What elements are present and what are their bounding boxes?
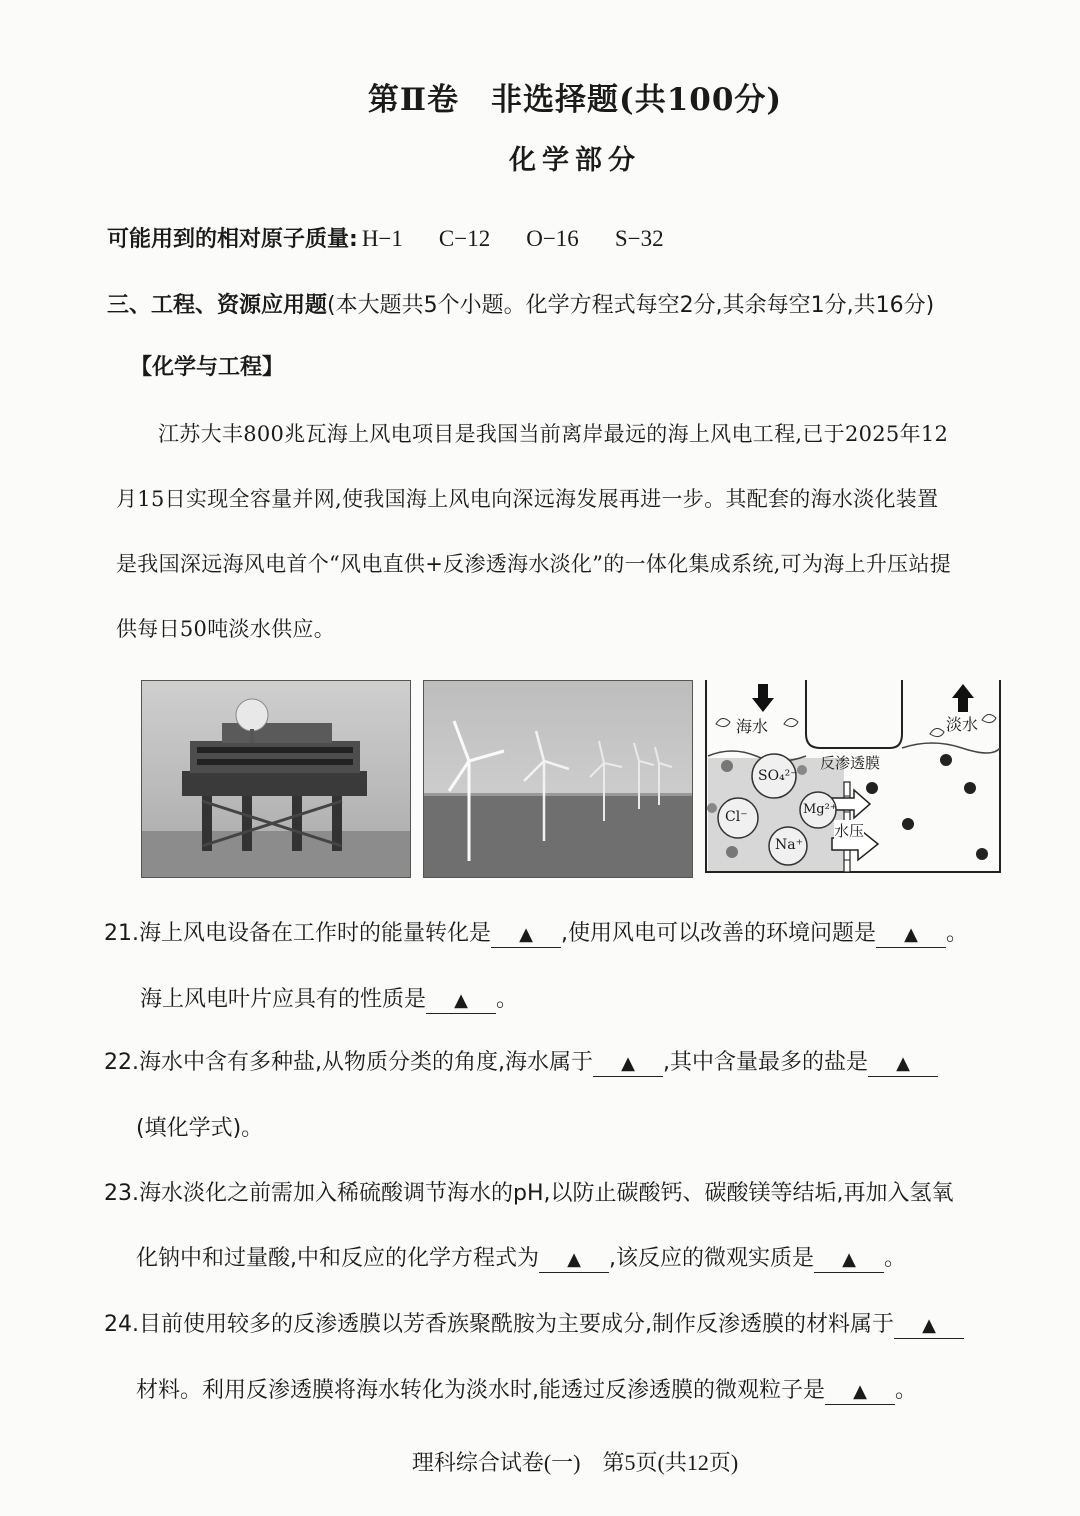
page-footer: 理科综合试卷(一) 第5页(共12页) xyxy=(411,1450,739,1475)
reverse-osmosis-diagram xyxy=(702,678,1004,878)
topic-tag: 【化学与工程】 xyxy=(130,355,285,380)
q24-text-a: 目前使用较多的反渗透膜以芳香族聚酰胺为主要成分,制作反渗透膜的材料属于 xyxy=(139,1312,894,1337)
q22-text-b: ,其中含量最多的盐是 xyxy=(663,1050,868,1075)
q24-blank-2[interactable]: ▲ xyxy=(825,1380,895,1405)
question-21-line-2 xyxy=(140,982,518,1014)
q24-text-c: 。 xyxy=(895,1378,918,1403)
section-heading xyxy=(107,288,934,319)
mass-c: C−12 xyxy=(438,226,491,251)
q21-text-c: 。 xyxy=(946,921,969,946)
page-title: 第Ⅱ卷 非选择题(共100分) xyxy=(367,82,783,118)
q22-blank-2[interactable]: ▲ xyxy=(868,1052,938,1077)
seawater-label: 海水 xyxy=(736,717,769,736)
q21-text-b: ,使用风电可以改善的环境问题是 xyxy=(561,921,877,946)
question-22-line-1 xyxy=(104,1045,938,1077)
atomic-masses-label: 可能用到的相对原子质量: xyxy=(107,227,358,252)
so4-ion-label: SO₄²⁻ xyxy=(758,768,798,784)
na-ion-label: Na⁺ xyxy=(775,837,803,853)
q21-blank-2[interactable]: ▲ xyxy=(876,923,946,948)
q21-blank-3[interactable]: ▲ xyxy=(426,989,496,1014)
q23-text-a: 海水淡化之前需加入稀硫酸调节海水的pH,以防止碳酸钙、碳酸镁等结垢,再加入氢氧 xyxy=(139,1181,954,1206)
q23-text-c: ,该反应的微观实质是 xyxy=(609,1246,814,1271)
question-22-line-2: (填化学式)。 xyxy=(136,1116,264,1141)
mass-h: H−1 xyxy=(361,226,403,251)
q21-text-a: 海上风电设备在工作时的能量转化是 xyxy=(139,921,492,946)
q21-text-d: 海上风电叶片应具有的性质是 xyxy=(140,987,427,1012)
q24-text-b: 材料。利用反渗透膜将海水转化为淡水时,能透过反渗透膜的微观粒子是 xyxy=(136,1378,825,1403)
question-21-line-1 xyxy=(104,916,968,948)
q21-text-e: 。 xyxy=(496,987,519,1012)
q23-number: 23. xyxy=(104,1181,139,1206)
cl-ion-label: Cl⁻ xyxy=(725,809,748,825)
paragraph-line-4: 供每日50吨淡水供应。 xyxy=(116,617,336,641)
q23-blank-1[interactable]: ▲ xyxy=(539,1248,609,1273)
q23-text-b: 化钠中和过量酸,中和反应的化学方程式为 xyxy=(136,1246,539,1271)
q22-blank-1[interactable]: ▲ xyxy=(593,1052,663,1077)
paragraph-line-3: 是我国深远海风电首个“风电直供+反渗透海水淡化”的一体化集成系统,可为海上升压站提 xyxy=(116,552,952,576)
section-subtitle: 化学部分 xyxy=(509,145,641,176)
q23-blank-2[interactable]: ▲ xyxy=(814,1248,884,1273)
freshwater-label: 淡水 xyxy=(946,715,979,734)
q21-number: 21. xyxy=(104,921,139,946)
mass-o: O−16 xyxy=(526,226,579,251)
paragraph-line-2: 月15日实现全容量并网,使我国海上风电向深远海发展再进一步。其配套的海水淡化装置 xyxy=(116,487,939,511)
wind-farm-photo xyxy=(423,680,693,878)
mass-s: S−32 xyxy=(614,226,664,251)
q24-number: 24. xyxy=(104,1312,139,1337)
mg-ion-label: Mg²⁺ xyxy=(803,802,837,817)
pressure-label: 水压 xyxy=(834,822,865,840)
question-23-line-2 xyxy=(136,1241,906,1273)
q21-blank-1[interactable]: ▲ xyxy=(491,923,561,948)
section-note: (本大题共5个小题。化学方程式每空2分,其余每空1分,共16分) xyxy=(327,293,935,318)
question-23-line-1 xyxy=(104,1176,954,1207)
question-24-line-2 xyxy=(136,1373,917,1405)
q24-blank-1[interactable]: ▲ xyxy=(894,1314,964,1339)
platform-photo xyxy=(141,680,411,878)
paragraph-line-1: 江苏大丰800兆瓦海上风电项目是我国当前离岸最远的海上风电工程,已于2025年12 xyxy=(158,422,949,446)
membrane-label: 反渗透膜 xyxy=(820,754,881,772)
q22-number: 22. xyxy=(104,1050,139,1075)
section-title: 三、工程、资源应用题 xyxy=(107,293,328,318)
question-24-line-1 xyxy=(104,1307,964,1339)
q23-text-d: 。 xyxy=(884,1246,907,1271)
q22-text-a: 海水中含有多种盐,从物质分类的角度,海水属于 xyxy=(139,1050,593,1075)
atomic-masses xyxy=(107,222,664,253)
